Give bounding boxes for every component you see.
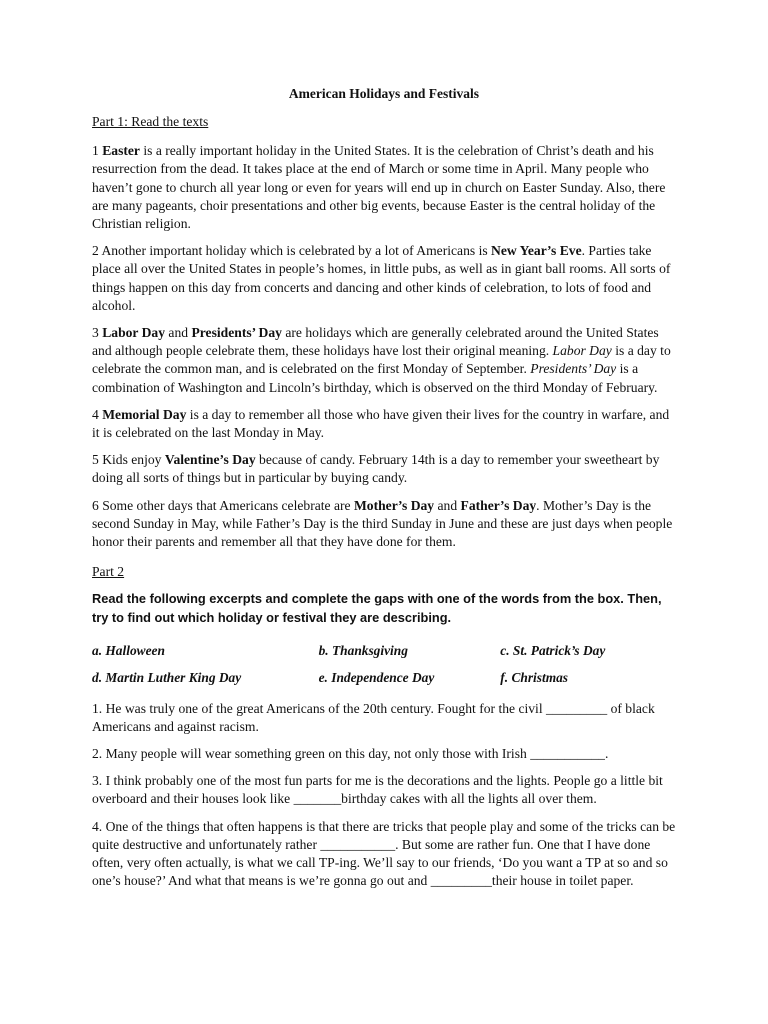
holiday-name-italic: Presidents’ Day: [530, 361, 617, 377]
excerpt-2: 2. Many people will wear something green on this day, not only those with Irish ___________.: [92, 746, 609, 762]
part1-paragraph: [92, 142, 680, 233]
word-box-row: [92, 665, 680, 692]
option-d: d. Martin Luther King Day: [92, 670, 242, 686]
paragraph-text: and: [165, 325, 192, 341]
page-title: American Holidays and Festivals: [288, 86, 480, 101]
paragraph-text: Some other days that Americans celebrate are: [98, 497, 354, 513]
part2-heading: Part 2: [92, 564, 125, 580]
option-f: f. Christmas: [500, 670, 569, 686]
part1-paragraph: [92, 497, 680, 552]
paragraph-text: is a day to celebrate the common man, and is celebrated on the first Monday of September.: [92, 343, 671, 377]
holiday-name: Valentine’s Day: [164, 452, 256, 468]
paragraph-number: 6: [92, 497, 99, 513]
document-body: [92, 113, 680, 899]
excerpt-4: 4. One of the things that often happens is that there are tricks that people play and some of the tricks can be quite destructive and unfortunately rather ___________. But some are rather fun. One that I have done often, very often actually, is what we call TP-ing. We’ll say to our friends, ‘Do you want a TP at so and so one’s house?’ And what that means is we’re gonna go out and _________their house in toilet paper.: [92, 818, 676, 889]
holiday-name: Father’s Day: [460, 497, 537, 513]
part1-texts: [92, 142, 680, 551]
option-a: a. Halloween: [92, 643, 165, 659]
paragraph-number: 4: [92, 406, 99, 422]
paragraph-text: is a day to remember all those who have given their lives for the country in warfare, and it is celebrated on the last Monday in May.: [92, 406, 670, 441]
word-box: [92, 638, 680, 692]
part1-paragraph: [92, 242, 680, 315]
part1-heading: Part 1: Read the texts: [92, 114, 209, 129]
holiday-name-italic: Labor Day: [552, 343, 612, 359]
paragraph-number: 3: [92, 325, 99, 341]
option-b: b. Thanksgiving: [318, 643, 408, 659]
part1-paragraph: [92, 324, 680, 397]
excerpt-3: 3. I think probably one of the most fun parts for me is the decorations and the lights. People go a little bit overboard and their houses look like _______birthday cakes with all the lights all over them.: [92, 773, 663, 807]
paragraph-text: . Mother’s Day is the second Sunday in May, while Father’s Day is the third Sunday in June and these are just days when people honor their parents and remember all that they have done for them.: [92, 497, 673, 550]
paragraph-text: and: [434, 497, 461, 513]
paragraph-text: . Parties take place all over the United States in people’s homes, in little pubs, as well as in giant ball rooms. All sorts of things happen on this day from concerts and dancing and other kinds of celebration, to lots of food and alcohol.: [92, 243, 671, 313]
paragraph-text: Another important holiday which is celebrated by a lot of Americans is: [98, 243, 492, 259]
paragraph-text: is a really important holiday in the United States. It is the celebration of Christ’s death and his resurrection from the dead. It takes place at the end of March or some time in April. Many people who haven’t gone to church all year long or even for years will end up in church on Easter Sunday. Also, there are many pageants, choir presentations and other big events, because Easter is the central holiday of the Christian religion.: [92, 143, 666, 232]
paragraph-text: Kids enjoy: [98, 452, 165, 468]
paragraph-text: because of candy. February 14th is a day to remember your sweetheart by doing all sorts of things but in particular by buying candy.: [92, 452, 660, 486]
excerpt-1: 1. He was truly one of the great Americans of the 20th century. Fought for the civil _________ of black Americans and against racism.: [92, 700, 655, 734]
part1-paragraph: [92, 406, 680, 442]
option-c: c. St. Patrick’s Day: [500, 643, 606, 659]
option-e: e. Independence Day: [318, 670, 435, 686]
holiday-name: New Year’s Eve: [491, 243, 582, 259]
holiday-name: Memorial Day: [102, 406, 187, 422]
paragraph-number: 5: [92, 452, 99, 468]
paragraph-text: are holidays which are generally celebrated around the United States and although people celebrate them, these holidays have lost their original meaning.: [92, 325, 659, 359]
holiday-name: Presidents’ Day: [191, 325, 282, 341]
part2-instruction: Read the following excerpts and complete the gaps with one of the words from the box. Then, try to find out which holiday or festival they are describing.: [92, 591, 662, 626]
paragraph-text: is a combination of Washington and Lincoln’s birthday, which is observed on the third Monday of February.: [92, 361, 658, 395]
word-box-row: [92, 638, 680, 665]
part1-paragraph: [92, 451, 680, 487]
holiday-name: Labor Day: [102, 325, 166, 341]
paragraph-number: 2: [92, 243, 99, 259]
holiday-name: Mother’s Day: [353, 497, 435, 513]
paragraph-number: 1: [92, 143, 99, 159]
holiday-name: Easter: [102, 143, 140, 159]
